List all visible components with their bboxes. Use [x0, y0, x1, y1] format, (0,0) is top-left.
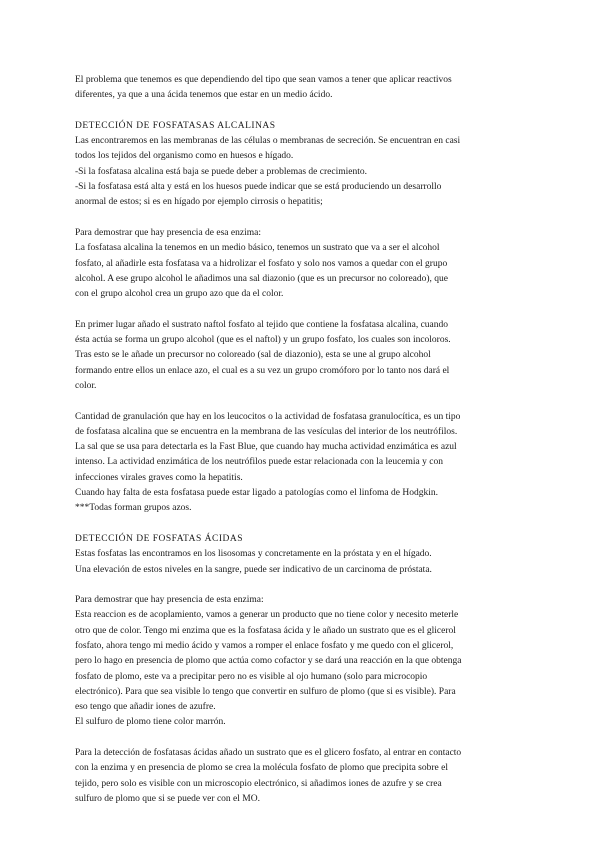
text-line: eso tengo que añadir iones de azufre.	[75, 702, 216, 713]
text-line: ésta actúa se forma un grupo alcohol (que es el naftol) y un grupo fosfato, los cuales son incoloros.	[75, 335, 451, 346]
text-line: todos los tejidos del organismo como en huesos e hígado.	[75, 151, 294, 162]
text-line: fosfato, ahora tengo mi medio ácido y vamos a romper el enlace fosfato y me quedo con el glicerol,	[75, 640, 454, 651]
text-line: La fosfatasa alcalina la tenemos en un medio básico, tenemos un sustrato que va a ser el alcohol	[75, 243, 440, 254]
text-line: anormal de estos; si es en hígado por ejemplo cirrosis o hepatitis;	[75, 197, 323, 208]
text-line: Para demostrar que hay presencia de esta enzima:	[75, 595, 264, 606]
text-line: La sal que se usa para detectarla es la Fast Blue, que cuando hay mucha actividad enzimática es azul	[75, 442, 457, 453]
text-line: ***Todas forman grupos azos.	[75, 503, 192, 514]
alcalinas-heading: DETECCIÓN DE FOSFATASAS ALCALINAS	[75, 120, 276, 131]
text-line: pero lo hago en presencia de plomo que actúa como cofactor y se dará una reacción en la que obtenga	[75, 656, 462, 667]
text-line: Para la detección de fosfatasas ácidas añado un sustrato que es el glicero fosfato, al entrar en contacto	[75, 748, 462, 759]
acidas-heading: DETECCIÓN DE FOSFATAS ÁCIDAS	[75, 533, 243, 544]
text-line: diferentes, ya que a una ácida tenemos que estar en un medio ácido.	[75, 90, 333, 101]
text-line: intenso. La actividad enzimática de los neutrófilos puede estar relacionada con la leucemia y con	[75, 457, 443, 468]
intro-paragraph	[75, 73, 527, 104]
text-line: En primer lugar añado el sustrato naftol fosfato al tejido que contiene la fosfatasa alcalina, cuando	[75, 319, 448, 330]
text-line: electrónico). Para que sea visible lo tengo que convertir en sulfuro de plomo (que si es visible). Para	[75, 686, 456, 697]
text-line: color.	[75, 380, 97, 391]
text-line: infecciones virales graves como la hepatitis.	[75, 472, 243, 483]
text-line: alcohol. A ese grupo alcohol le añadimos una sal diazonio (que es un precursor no coloreado), que	[75, 273, 449, 284]
alcalinas-section	[75, 119, 527, 517]
text-line: -Si la fosfatasa está alta y está en los huesos puede indicar que se está produciendo un desarrollo	[75, 182, 442, 193]
document-page	[75, 73, 527, 823]
text-line: Cuando hay falta de esta fosfatasa puede estar ligado a patologías como el linfoma de Hodgkin.	[75, 488, 438, 499]
text-line: Tras esto se le añade un precursor no coloreado (sal de diazonio), esta se une al grupo alcohol	[75, 350, 431, 361]
acidas-section	[75, 532, 527, 807]
text-line: El sulfuro de plomo tiene color marrón.	[75, 717, 226, 728]
text-line: El problema que tenemos es que dependiendo del tipo que sean vamos a tener que aplicar reactivos	[75, 75, 452, 85]
text-line: Cantidad de granulación que hay en los leucocitos o la actividad de fosfatasa granulocítica, es un tipo	[75, 411, 461, 422]
text-line: de fosfatasa alcalina que se encuentra en la membrana de las vesículas del interior de los neutrófilos.	[75, 426, 458, 437]
alcalinas-procedure	[75, 318, 527, 394]
acidas-description	[75, 547, 527, 578]
alcalinas-demo	[75, 226, 527, 302]
acidas-detection	[75, 746, 527, 807]
text-line: con la enzima y en presencia de plomo se crea la molécula fosfato de plomo que precipita sobre el	[75, 763, 448, 774]
text-line: fosfato de plomo, este va a precipitar pero no es visible al ojo humano (solo para microcopio	[75, 671, 428, 682]
text-line: Esta reaccion es de acoplamiento, vamos a generar un producto que no tiene color y necesito meterle	[75, 610, 459, 621]
text-line: tejido, pero solo es visible con un microscopio electrónico, si añadimos iones de azufre y se crea	[75, 778, 442, 789]
text-line: Estas fosfatas las encontramos en los lisosomas y concretamente en la próstata y en el hígado.	[75, 549, 432, 560]
text-line: otro que de color. Tengo mi enzima que es la fosfatasa ácida y le añado un sustrato que es el glicerol	[75, 625, 456, 636]
text-line: sulfuro de plomo que si se puede ver con el MO.	[75, 793, 260, 804]
text-line: Una elevación de estos niveles en la sangre, puede ser indicativo de un carcinoma de próstata.	[75, 564, 432, 575]
acidas-demo	[75, 593, 527, 731]
text-line: formando entre ellos un enlace azo, el cual es a su vez un grupo cromóforo por lo tanto nos dará el	[75, 365, 450, 376]
text-line: Las encontraremos en las membranas de las células o membranas de secreción. Se encuentran en casi	[75, 136, 461, 147]
alcalinas-granulation	[75, 410, 527, 517]
text-line: Para demostrar que hay presencia de esa enzima:	[75, 227, 261, 238]
alcalinas-description	[75, 134, 527, 210]
text-line: con el grupo alcohol crea un grupo azo que da el color.	[75, 289, 284, 300]
text-line: fosfato, al añadirle esta fosfatasa va a hidrolizar el fosfato y solo nos vamos a quedar con el grupo	[75, 258, 448, 269]
text-line: -Si la fosfatasa alcalina está baja se puede deber a problemas de crecimiento.	[75, 166, 367, 177]
